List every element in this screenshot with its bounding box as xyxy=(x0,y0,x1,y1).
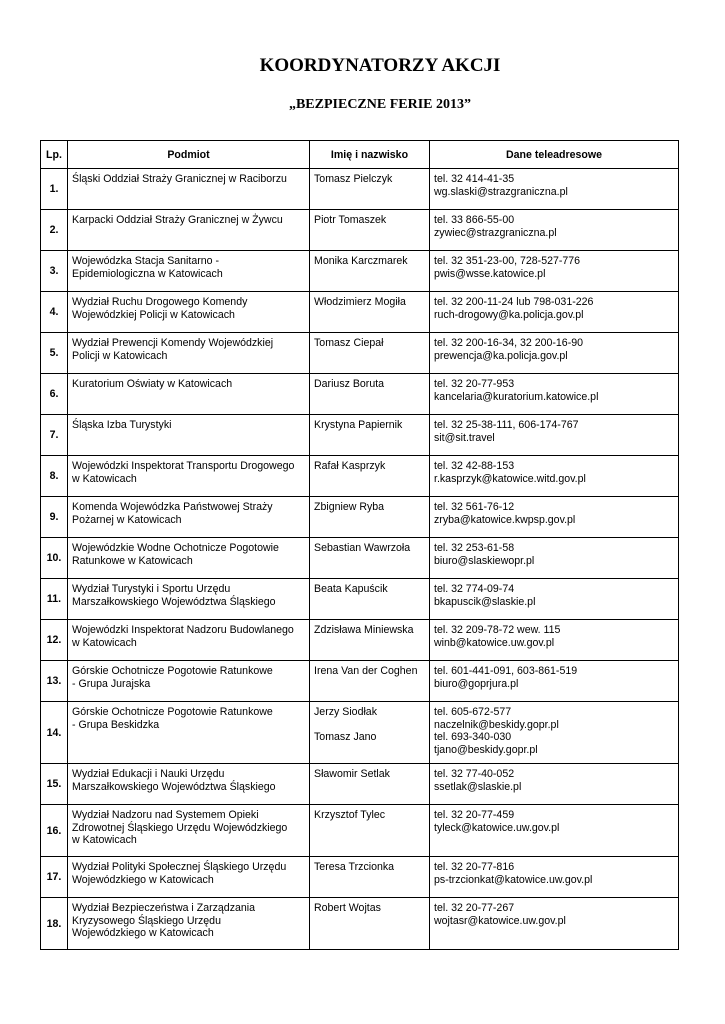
contact-cell-line: zryba@katowice.kwpsp.gov.pl xyxy=(434,513,576,526)
person-cell-line: Krystyna Papiernik xyxy=(314,419,403,431)
row-number: 11. xyxy=(41,579,68,620)
institution-cell xyxy=(68,251,310,292)
contact-cell xyxy=(430,764,679,805)
contact-cell-line: tel. 32 414-41-35 xyxy=(434,173,515,185)
contact-cell-line: bkapuscik@slaskie.pl xyxy=(434,595,536,608)
column-header-imie-nazwisko: Imię i nazwisko xyxy=(310,141,430,169)
contact-cell xyxy=(430,661,679,702)
table-row xyxy=(41,497,679,538)
institution-cell-line: w Katowicach xyxy=(72,636,137,649)
contact-cell-line: ruch-drogowy@ka.policja.gov.pl xyxy=(434,308,584,321)
contact-cell-line: tel. 32 351-23-00, 728-527-776 xyxy=(434,255,581,267)
contact-cell-line: ps-trzcionkat@katowice.uw.gov.pl xyxy=(434,873,593,886)
person-cell xyxy=(310,898,430,950)
contact-cell xyxy=(430,415,679,456)
person-cell xyxy=(310,415,430,456)
table-row xyxy=(41,292,679,333)
institution-cell xyxy=(68,415,310,456)
contact-cell xyxy=(430,456,679,497)
contact-cell-line: tel. 32 561-76-12 xyxy=(434,501,515,513)
institution-cell-line: w Katowicach xyxy=(72,472,137,485)
institution-cell xyxy=(68,497,310,538)
contact-cell-line: r.kasprzyk@katowice.witd.gov.pl xyxy=(434,472,586,485)
institution-cell xyxy=(68,805,310,857)
person-cell xyxy=(310,538,430,579)
institution-cell-line: Wydział Prewencji Komendy Wojewódzkiej xyxy=(72,337,274,349)
contact-cell-line: tel. 32 200-11-24 lub 798-031-226 xyxy=(434,296,594,308)
person-cell-line: Zdzisława Miniewska xyxy=(314,624,414,636)
row-number: 9. xyxy=(41,497,68,538)
table-row xyxy=(41,805,679,857)
institution-cell xyxy=(68,210,310,251)
contact-cell xyxy=(430,538,679,579)
institution-cell xyxy=(68,579,310,620)
contact-cell-line: tel. 601-441-091, 603-861-519 xyxy=(434,665,578,677)
person-cell-line: Tomasz Jano xyxy=(314,730,377,743)
institution-cell-line: Górskie Ochotnicze Pogotowie Ratunkowe xyxy=(72,665,273,677)
contact-cell-line: pwis@wsse.katowice.pl xyxy=(434,267,546,280)
table-row xyxy=(41,857,679,898)
institution-cell-line: Wojewódzka Stacja Sanitarno - xyxy=(72,255,220,267)
institution-cell-line: Zdrowotnej Śląskiego Urzędu Wojewódzkiego xyxy=(72,821,288,834)
person-cell xyxy=(310,702,430,764)
coordinators-table xyxy=(40,140,679,950)
contact-cell-line: tel. 33 866-55-00 xyxy=(434,214,515,226)
contact-cell xyxy=(430,497,679,538)
institution-cell-line: Wojewódzkiego w Katowicach xyxy=(72,873,214,886)
row-number: 18. xyxy=(41,898,68,950)
institution-cell-line: Marszałkowskiego Województwa Śląskiego xyxy=(72,780,276,793)
person-cell-line: Beata Kapuścik xyxy=(314,583,388,595)
row-number: 15. xyxy=(41,764,68,805)
contact-cell-line: tel. 32 77-40-052 xyxy=(434,768,515,780)
contact-cell-line: naczelnik@beskidy.gopr.pl xyxy=(434,718,559,731)
institution-cell-line: Komenda Wojewódzka Państwowej Straży xyxy=(72,501,273,513)
contact-cell-line: wg.slaski@strazgraniczna.pl xyxy=(434,185,568,198)
person-cell xyxy=(310,579,430,620)
table-row xyxy=(41,898,679,950)
contact-cell-line: ssetlak@slaskie.pl xyxy=(434,780,522,793)
column-header-podmiot: Podmiot xyxy=(68,141,310,169)
person-cell xyxy=(310,620,430,661)
person-cell-line: Tomasz Ciepał xyxy=(314,337,384,349)
institution-cell xyxy=(68,333,310,374)
person-cell-line: Dariusz Boruta xyxy=(314,378,385,390)
contact-cell xyxy=(430,251,679,292)
institution-cell-line: Wojewódzkiego w Katowicach xyxy=(72,927,214,939)
document-title: KOORDYNATORZY AKCJI xyxy=(259,55,501,76)
row-number: 14. xyxy=(41,702,68,764)
contact-cell-line: tel. 32 253-61-58 xyxy=(434,542,515,554)
institution-cell-line: Karpacki Oddział Straży Granicznej w Żywcu xyxy=(72,214,283,226)
row-number: 5. xyxy=(41,333,68,374)
institution-cell-line: Kuratorium Oświaty w Katowicach xyxy=(72,378,233,390)
institution-cell-line: Policji w Katowicach xyxy=(72,349,168,362)
contact-cell xyxy=(430,805,679,857)
row-number: 13. xyxy=(41,661,68,702)
person-cell-line: Irena Van der Coghen xyxy=(314,665,418,677)
institution-cell-line: Wojewódzkie Wodne Ochotnicze Pogotowie xyxy=(72,542,279,554)
institution-cell xyxy=(68,456,310,497)
person-cell-line: Piotr Tomaszek xyxy=(314,214,387,226)
row-number: 6. xyxy=(41,374,68,415)
person-cell xyxy=(310,497,430,538)
person-cell-line: Teresa Trzcionka xyxy=(314,861,395,873)
institution-cell-line: Epidemiologiczna w Katowicach xyxy=(72,267,223,280)
institution-cell xyxy=(68,661,310,702)
person-cell xyxy=(310,456,430,497)
contact-cell xyxy=(430,620,679,661)
table-row xyxy=(41,620,679,661)
person-cell xyxy=(310,764,430,805)
row-number: 17. xyxy=(41,857,68,898)
contact-cell-line: tel. 32 20-77-267 xyxy=(434,902,515,914)
contact-cell-line: tel. 32 20-77-953 xyxy=(434,378,515,390)
table-row xyxy=(41,579,679,620)
table-row xyxy=(41,415,679,456)
person-cell-line: Jerzy Siodłak xyxy=(314,706,377,718)
institution-cell-line: Górskie Ochotnicze Pogotowie Ratunkowe xyxy=(72,706,273,718)
person-cell xyxy=(310,661,430,702)
institution-cell-line: Wydział Nadzoru nad Systemem Opieki xyxy=(72,809,259,821)
institution-cell-line: Śląski Oddział Straży Granicznej w Raciborzu xyxy=(72,173,287,185)
institution-cell xyxy=(68,857,310,898)
row-number: 2. xyxy=(41,210,68,251)
table-row xyxy=(41,538,679,579)
institution-cell xyxy=(68,764,310,805)
contact-cell-line: tel. 32 25-38-111, 606-174-767 xyxy=(434,419,579,431)
contact-cell xyxy=(430,210,679,251)
contact-cell xyxy=(430,898,679,950)
table-row xyxy=(41,210,679,251)
person-cell xyxy=(310,805,430,857)
person-cell xyxy=(310,251,430,292)
institution-cell-line: Ratunkowe w Katowicach xyxy=(72,554,193,567)
institution-cell xyxy=(68,898,310,950)
institution-cell-line: Śląska Izba Turystyki xyxy=(72,419,172,431)
column-header-lp: Lp. xyxy=(41,141,68,169)
contact-cell-line: tyleck@katowice.uw.gov.pl xyxy=(434,821,560,834)
person-cell-line: Zbigniew Ryba xyxy=(314,501,385,513)
person-cell xyxy=(310,169,430,210)
contact-cell-line: tel. 605-672-577 xyxy=(434,706,512,718)
institution-cell xyxy=(68,620,310,661)
contact-cell-line: kancelaria@kuratorium.katowice.pl xyxy=(434,390,599,403)
institution-cell-line: Kryzysowego Śląskiego Urzędu xyxy=(72,914,221,927)
contact-cell xyxy=(430,292,679,333)
column-header-dane-teleadresowe: Dane teleadresowe xyxy=(430,141,679,169)
institution-cell-line: - Grupa Beskidzka xyxy=(72,718,160,731)
institution-cell xyxy=(68,169,310,210)
person-cell xyxy=(310,210,430,251)
institution-cell-line: Wydział Turystyki i Sportu Urzędu xyxy=(72,583,231,595)
institution-cell-line: Wojewódzki Inspektorat Nadzoru Budowlanego xyxy=(72,624,294,636)
row-number: 4. xyxy=(41,292,68,333)
table-row xyxy=(41,333,679,374)
table-row xyxy=(41,702,679,764)
contact-cell xyxy=(430,333,679,374)
contact-cell-line: tel. 32 20-77-816 xyxy=(434,861,515,873)
contact-cell xyxy=(430,857,679,898)
contact-cell xyxy=(430,169,679,210)
person-cell-line: Rafał Kasprzyk xyxy=(314,460,386,472)
institution-cell-line: Pożarnej w Katowicach xyxy=(72,513,182,526)
row-number: 3. xyxy=(41,251,68,292)
contact-cell-line: prewencja@ka.policja.gov.pl xyxy=(434,349,568,362)
institution-cell-line: Wydział Ruchu Drogowego Komendy xyxy=(72,296,248,308)
contact-cell xyxy=(430,579,679,620)
row-number: 10. xyxy=(41,538,68,579)
table-header-row xyxy=(41,141,679,169)
institution-cell-line: Wojewódzkiej Policji w Katowicach xyxy=(72,308,235,321)
institution-cell-line: - Grupa Jurajska xyxy=(72,677,151,690)
table-row xyxy=(41,251,679,292)
contact-cell-line: winb@katowice.uw.gov.pl xyxy=(434,636,555,649)
row-number: 7. xyxy=(41,415,68,456)
institution-cell xyxy=(68,374,310,415)
table-row xyxy=(41,456,679,497)
institution-cell-line: Wojewódzki Inspektorat Transportu Drogowego xyxy=(72,460,295,472)
contact-cell-line: tel. 32 200-16-34, 32 200-16-90 xyxy=(434,337,584,349)
person-cell-line: Robert Wojtas xyxy=(314,902,381,914)
contact-cell-line: tel. 32 42-88-153 xyxy=(434,460,515,472)
table-row xyxy=(41,764,679,805)
contact-cell-line: biuro@goprjura.pl xyxy=(434,677,519,690)
document-subtitle: „BEZPIECZNE FERIE 2013” xyxy=(288,97,472,112)
person-cell-line: Włodzimierz Mogiła xyxy=(314,296,406,308)
table-row xyxy=(41,374,679,415)
row-number: 8. xyxy=(41,456,68,497)
table-row xyxy=(41,661,679,702)
person-cell xyxy=(310,333,430,374)
institution-cell-line: Marszałkowskiego Województwa Śląskiego xyxy=(72,595,276,608)
institution-cell-line: Wydział Polityki Społecznej Śląskiego Urzędu xyxy=(72,861,287,873)
person-cell-line: Monika Karczmarek xyxy=(314,255,408,267)
row-number: 16. xyxy=(41,805,68,857)
contact-cell-line: biuro@slaskiewopr.pl xyxy=(434,554,535,567)
person-cell xyxy=(310,857,430,898)
institution-cell-line: Wydział Bezpieczeństwa i Zarządzania xyxy=(72,902,256,914)
contact-cell-line: zywiec@strazgraniczna.pl xyxy=(434,226,557,239)
contact-cell xyxy=(430,374,679,415)
contact-cell-line: tel. 32 20-77-459 xyxy=(434,809,515,821)
contact-cell-line: tel. 693-340-030 xyxy=(434,731,512,743)
contact-cell-line: sit@sit.travel xyxy=(434,431,495,444)
person-cell-line: Tomasz Pielczyk xyxy=(314,173,393,185)
person-cell xyxy=(310,292,430,333)
person-cell-line: Sebastian Wawrzoła xyxy=(314,542,411,554)
institution-cell-line: w Katowicach xyxy=(72,834,137,846)
contact-cell xyxy=(430,702,679,764)
person-cell xyxy=(310,374,430,415)
table-row xyxy=(41,169,679,210)
row-number: 1. xyxy=(41,169,68,210)
person-cell-line: Krzysztof Tylec xyxy=(314,809,386,821)
institution-cell xyxy=(68,702,310,764)
contact-cell-line: tjano@beskidy.gopr.pl xyxy=(434,743,538,756)
contact-cell-line: wojtasr@katowice.uw.gov.pl xyxy=(434,914,566,927)
row-number: 12. xyxy=(41,620,68,661)
institution-cell xyxy=(68,292,310,333)
institution-cell-line: Wydział Edukacji i Nauki Urzędu xyxy=(72,768,225,780)
institution-cell xyxy=(68,538,310,579)
person-cell-line: Sławomir Setlak xyxy=(314,768,390,780)
contact-cell-line: tel. 32 774-09-74 xyxy=(434,583,515,595)
contact-cell-line: tel. 32 209-78-72 wew. 115 xyxy=(434,624,561,636)
